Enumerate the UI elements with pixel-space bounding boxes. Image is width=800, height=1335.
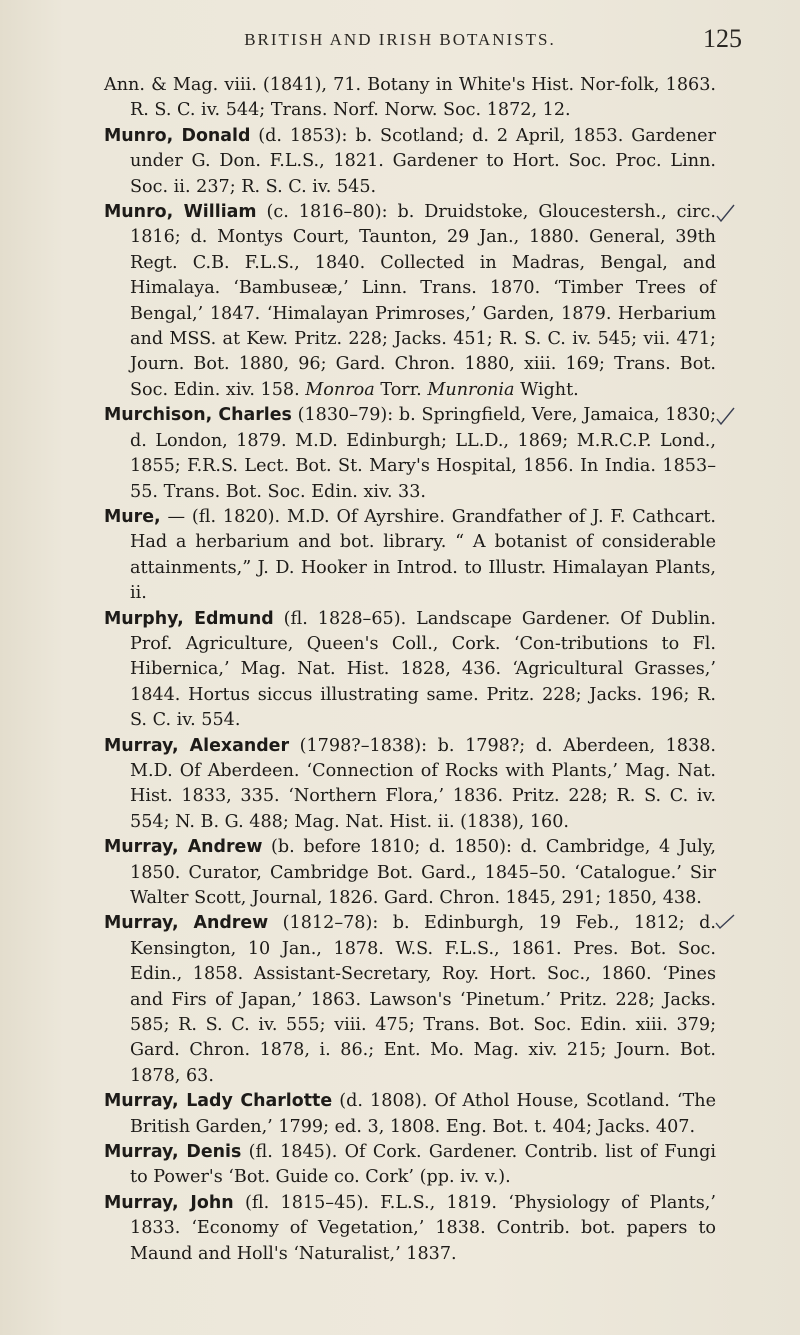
entry-name: Mure,: [104, 506, 161, 527]
entry-text: (1798?–1838): b. 1798?; d. Aberdeen, 1838. M.D. Of Aberdeen. ‘Connection of Rocks with Plants,’ Mag. Nat. Hist. 1833, 335. ‘Northern Flora,’ 1836. Pritz. 228; R. S. C. iv. 554; N. B. G. 488; Mag. Nat. Hist. ii. (1838), 160.: [130, 735, 716, 832]
checkmark-icon: [740, 405, 762, 427]
entry-text: Ann. & Mag. viii. (1841), 71. Botany in White's Hist. Nor-folk, 1863. R. S. C. iv. 544; Trans. Norf. Norw. Soc. 1872, 12.: [104, 75, 716, 121]
entry-name: Murphy, Edmund: [104, 608, 274, 629]
genus-name: Monroa: [305, 379, 375, 400]
entry-murray-john: [104, 1191, 716, 1267]
entry-murphy-edmund: [104, 607, 716, 734]
checkmark-icon: [740, 911, 762, 933]
entry-murchison-charles: [104, 403, 716, 505]
entry-name: Murray, Andrew: [104, 913, 269, 934]
entry-text: (1830–79): b. Springfield, Vere, Jamaica, 1830; d. London, 1879. M.D. Edinburgh; LL.D., 1869; M.R.C.P. Lond., 1855; F.R.S. Lect. Bot. St. Mary's Hospital, 1856. In India. 1853–55. Trans. Bot. Soc. Edin. xiv. 33.: [130, 405, 716, 502]
entry-text: (d. 1808). Of Athol House, Scotland. ‘The British Garden,’ 1799; ed. 3, 1808. Eng. Bot. t. 404; Jacks. 407.: [130, 1091, 716, 1137]
entry-name: Murray, Denis: [104, 1142, 242, 1163]
entry-continuation: [104, 73, 716, 124]
entry-text: (b. before 1810; d. 1850): d. Cambridge, 4 July, 1850. Curator, Cambridge Bot. Gard., 1845–50. ‘Catalogue.’ Sir Walter Scott, Journal, 1826. Gard. Chron. 1845, 291; 1850, 438.: [130, 837, 716, 908]
entry-text: — (fl. 1820). M.D. Of Ayrshire. Grandfather of J. F. Cathcart. Had a herbarium and bot. library. “ A botanist of considerable attainments,” J. D. Hooker in Introd. to Illustr. Himalayan Plants, ii.: [130, 506, 716, 604]
entry-murray-alexander: [104, 734, 716, 836]
entry-name: Murray, Alexander: [104, 735, 290, 756]
entry-murray-andrew-1878: [104, 911, 716, 1089]
genus-name: Munronia: [427, 379, 515, 400]
entry-name: Munro, William: [104, 202, 257, 223]
entry-text: (fl. 1815–45). F.L.S., 1819. ‘Physiology of Plants,’ 1833. ‘Economy of Vegetation,’ 1838. Contrib. bot. papers to Maund and Holl's ‘Naturalist,’ 1837.: [130, 1192, 716, 1264]
checkmark-icon: [740, 202, 762, 224]
entry-text: (1812–78): b. Edinburgh, 19 Feb., 1812; d. Kensington, 10 Jan., 1878. W.S. F.L.S., 1861. Pres. Bot. Soc. Edin., 1858. Assistant-Secretary, Roy. Hort. Soc., 1860. ‘Pines and Firs of Japan,’ 1863. Lawson's ‘Pinetum.’ Pritz. 228; Jacks. 585; R. S. C. iv. 555; viii. 475; Trans. Bot. Soc. Edin. xiii. 379; Gard. Chron. 1878, i. 86.; Ent. Mo. Mag. xiv. 215; Journ. Bot. 1878, 63.: [130, 913, 716, 1086]
running-head: BRITISH AND IRISH BOTANISTS.: [244, 30, 556, 49]
entries-list: [104, 73, 716, 1267]
entry-text-tail: Torr.: [374, 379, 428, 400]
entry-text: (fl. 1828–65). Landscape Gardener. Of Dublin. Prof. Agriculture, Queen's Coll., Cork. ‘Con-tributions to Fl. Hibernica,’ Mag. Nat. Hist. 1828, 436. ‘Agricultural Grasses,’ 1844. Hortus siccus illustrating same. Pritz. 228; Jacks. 196; R. S. C. iv. 554.: [130, 608, 716, 731]
entry-text-tail: Wight.: [514, 379, 579, 400]
entry-name: Murchison, Charles: [104, 405, 292, 426]
entry-text: (fl. 1845). Of Cork. Gardener. Contrib. list of Fungi to Power's ‘Bot. Guide co. Cork’ (pp. iv. v.).: [130, 1142, 716, 1188]
entry-text: (c. 1816–80): b. Druidstoke, Gloucestersh., circ. 1816; d. Montys Court, Taunton, 29 Jan., 1880. General, 39th Regt. C.B. F.L.S., 1840. Collected in Madras, Bengal, and Himalaya. ‘Bambuseæ,’ Linn. Trans. 1870. ‘Timber Trees of Bengal,’ 1847. ‘Himalayan Primroses,’ Garden, 1879. Herbarium and MSS. at Kew. Pritz. 228; Jacks. 451; R. S. C. iv. 545; vii. 471; Journ. Bot. 1880, 96; Gard. Chron. 1880, xiii. 169; Trans. Bot. Soc. Edin. xiv. 158.: [130, 202, 716, 400]
entry-name: Murray, John: [104, 1192, 234, 1213]
entry-murray-denis: [104, 1140, 716, 1191]
page-number: 125: [703, 24, 742, 53]
entry-murray-andrew-1850: [104, 835, 716, 911]
entry-munro-william: [104, 200, 716, 403]
entry-murray-lady-charlotte: [104, 1089, 716, 1140]
entry-name: Murray, Lady Charlotte: [104, 1091, 333, 1112]
entry-name: Munro, Donald: [104, 125, 251, 146]
entry-munro-donald: [104, 124, 716, 200]
entry-name: Murray, Andrew: [104, 837, 263, 858]
entry-text: (d. 1853): b. Scotland; d. 2 April, 1853. Gardener under G. Don. F.L.S., 1821. Gardener to Hort. Soc. Proc. Linn. Soc. ii. 237; R. S. C. iv. 545.: [130, 125, 716, 197]
entry-mure: [104, 505, 716, 607]
